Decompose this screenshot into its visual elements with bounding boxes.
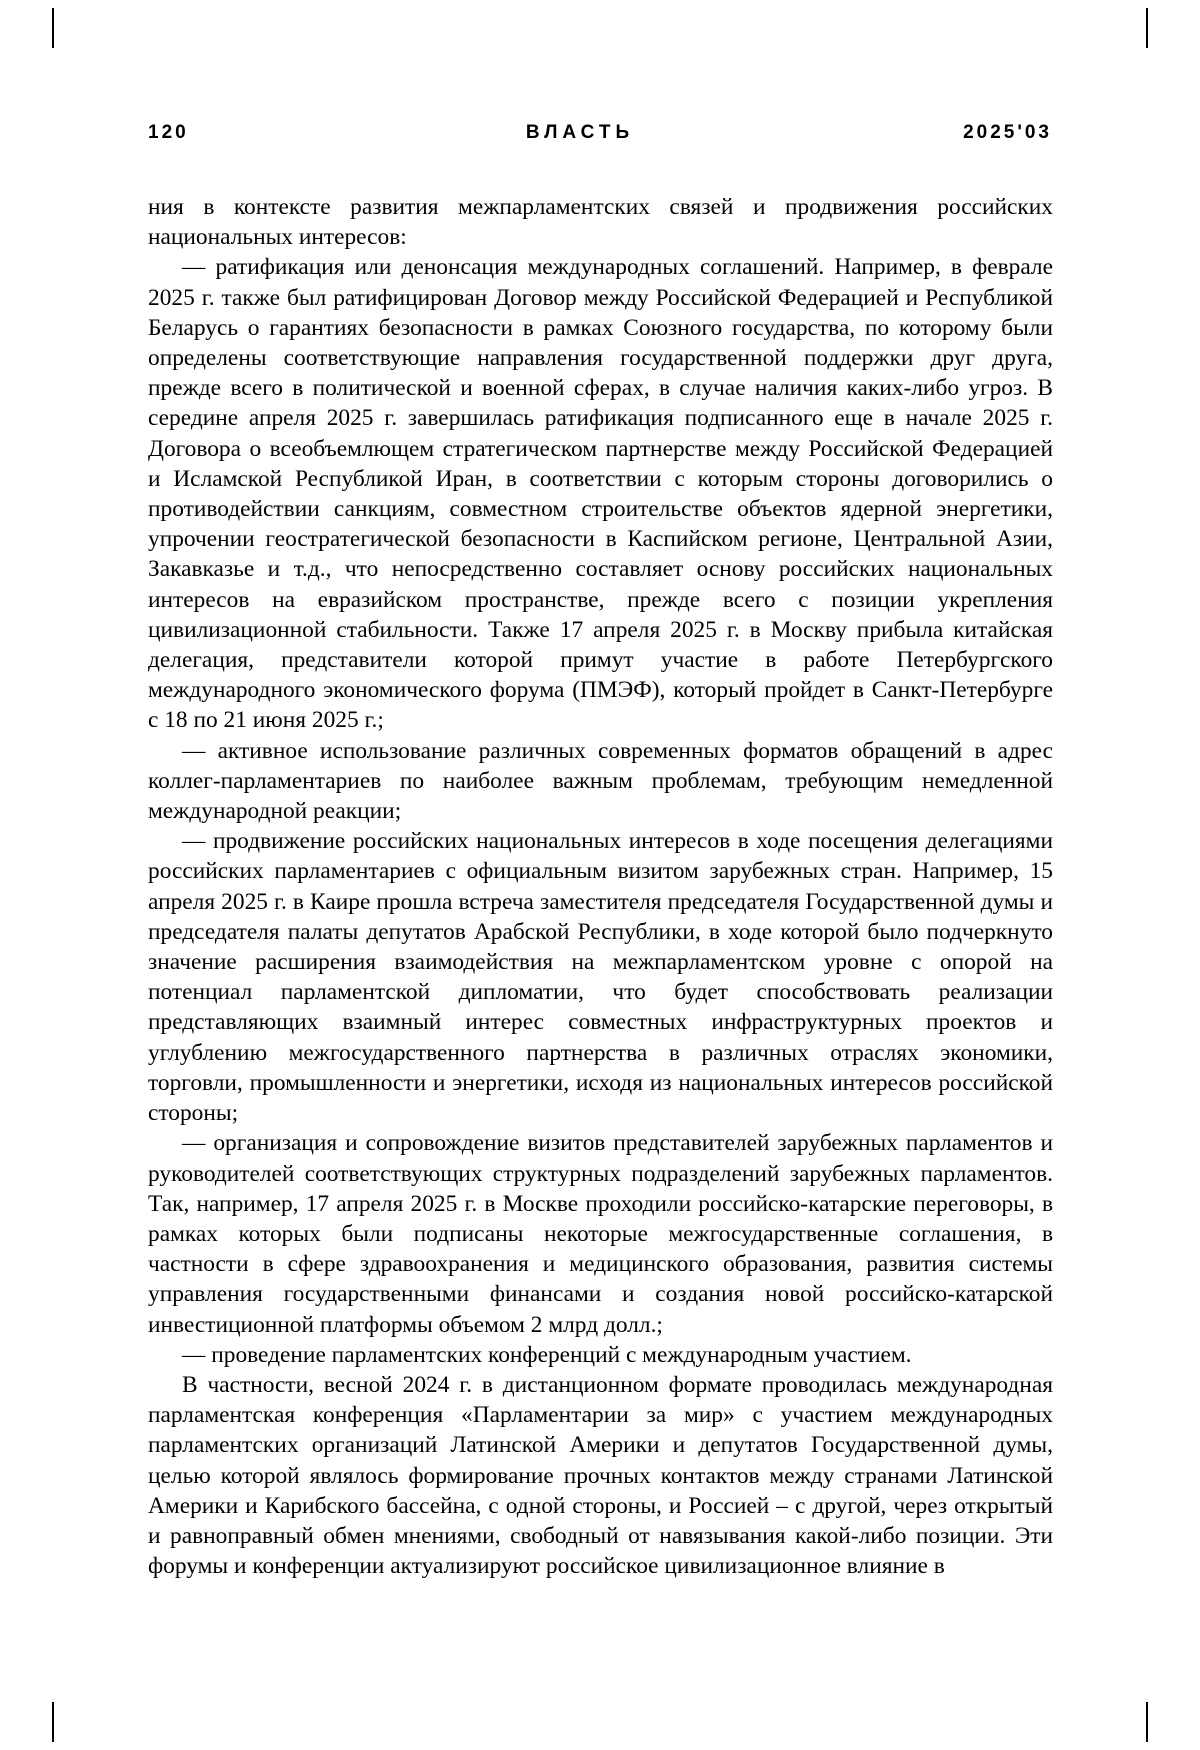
paragraph-4: — продвижение российских национальных интересов в ходе посещения делегациями российских парламентариев с официальным визитом зарубежных стран. Например, 15 апреля 2025 г. в Каире прошла встреча заместителя председателя Государственной думы и председателя палаты депутатов Арабской Республики, в ходе которой было подчеркнуто значение расширения взаимодействия на межпарламентском уровне с опорой на потенциал парламентской дипломатии, что будет способствовать реализации представляющих взаимный интерес совместных инфраструктурных проектов и углублению межгосударственного партнерства в различных отраслях экономики, торговли, промышленности и энергетики, исходя из национальных интересов российской стороны; xyxy=(148,828,1053,1127)
paragraph-7: В частности, весной 2024 г. в дистанционном формате проводилась международная парламентская конференция «Парламентарии за мир» с участием международных парламентских организаций Латинской Америки и депутатов Государственной думы, целью которой являлось формирование прочных контактов между странами Латинской Америки и Карибского бассейна, с одной стороны, и Россией – с другой, через открытый и равноправный обмен мнениями, свободный от навязывания какой-либо позиции. Эти форумы и конференции актуализируют российское цивилизационное влияние в xyxy=(148,1371,1053,1580)
crop-mark-bottom-right xyxy=(1146,1702,1148,1742)
running-head xyxy=(148,122,1052,146)
body-text xyxy=(148,192,1053,1581)
paragraph-5: — организация и сопровождение визитов представителей зарубежных парламентов и руководителей соответствующих структурных подразделений зарубежных парламентов. Так, например, 17 апреля 2025 г. в Москве проходили российско-катарские переговоры, в рамках которых были подписаны некоторые межгосударственные соглашения, в частности в сфере здравоохранения и медицинского образования, развития системы управления государственными финансами и создания новой российско-катарской инвестиционной платформы объемом 2 млрд долл.; xyxy=(148,1130,1053,1338)
paragraph-6: — проведение парламентских конференций с международным участием. xyxy=(182,1341,912,1368)
paragraph-2: — ратификация или денонсация международных соглашений. Например, в феврале 2025 г. также был ратифицирован Договор между Российской Федерацией и Республикой Беларусь о гарантиях безопасности в рамках Союзного государства, по которому были определены соответствующие направления государственной поддержки друг друга, прежде всего в политической и военной сферах, в случае наличия каких-либо угроз. В середине апреля 2025 г. завершилась ратификация подписанного еще в начале 2025 г. Договора о всеобъемлющем стратегическом партнерстве между Российской Федерацией и Исламской Республикой Иран, в соответствии с которым стороны договорились о противодействии санкциям, совместном строительстве объектов ядерной энергетики, упрочении геостратегической безопасности в Каспийском регионе, Центральной Азии, Закавказье и т.д., что непосредственно составляет основу российских национальных интересов на евразийском пространстве, прежде всего с позиции укрепления цивилизационной стабильности. Также 17 апреля 2025 г. в Москву прибыла китайская делегация, представители которой примут участие в работе Петербургского международного экономического форума (ПМЭФ), который пройдет в Санкт-Петербурге с 18 по 21 июня 2025 г.; xyxy=(148,254,1053,734)
page-number: 120 xyxy=(148,122,189,143)
paragraph-1: ния в контексте развития межпарламентских связей и продвижения российских национальных интересов: xyxy=(148,194,1053,251)
crop-mark-top-left xyxy=(52,8,54,48)
issue-label: 2025'03 xyxy=(963,122,1052,143)
paragraph-3: — активное использование различных современных форматов обращений в адрес коллег-парламентариев по наиболее важным проблемам, требующим немедленной международной реакции; xyxy=(148,737,1053,825)
crop-mark-top-right xyxy=(1146,8,1148,48)
journal-title: ВЛАСТЬ xyxy=(525,122,635,143)
crop-mark-bottom-left xyxy=(52,1702,54,1742)
